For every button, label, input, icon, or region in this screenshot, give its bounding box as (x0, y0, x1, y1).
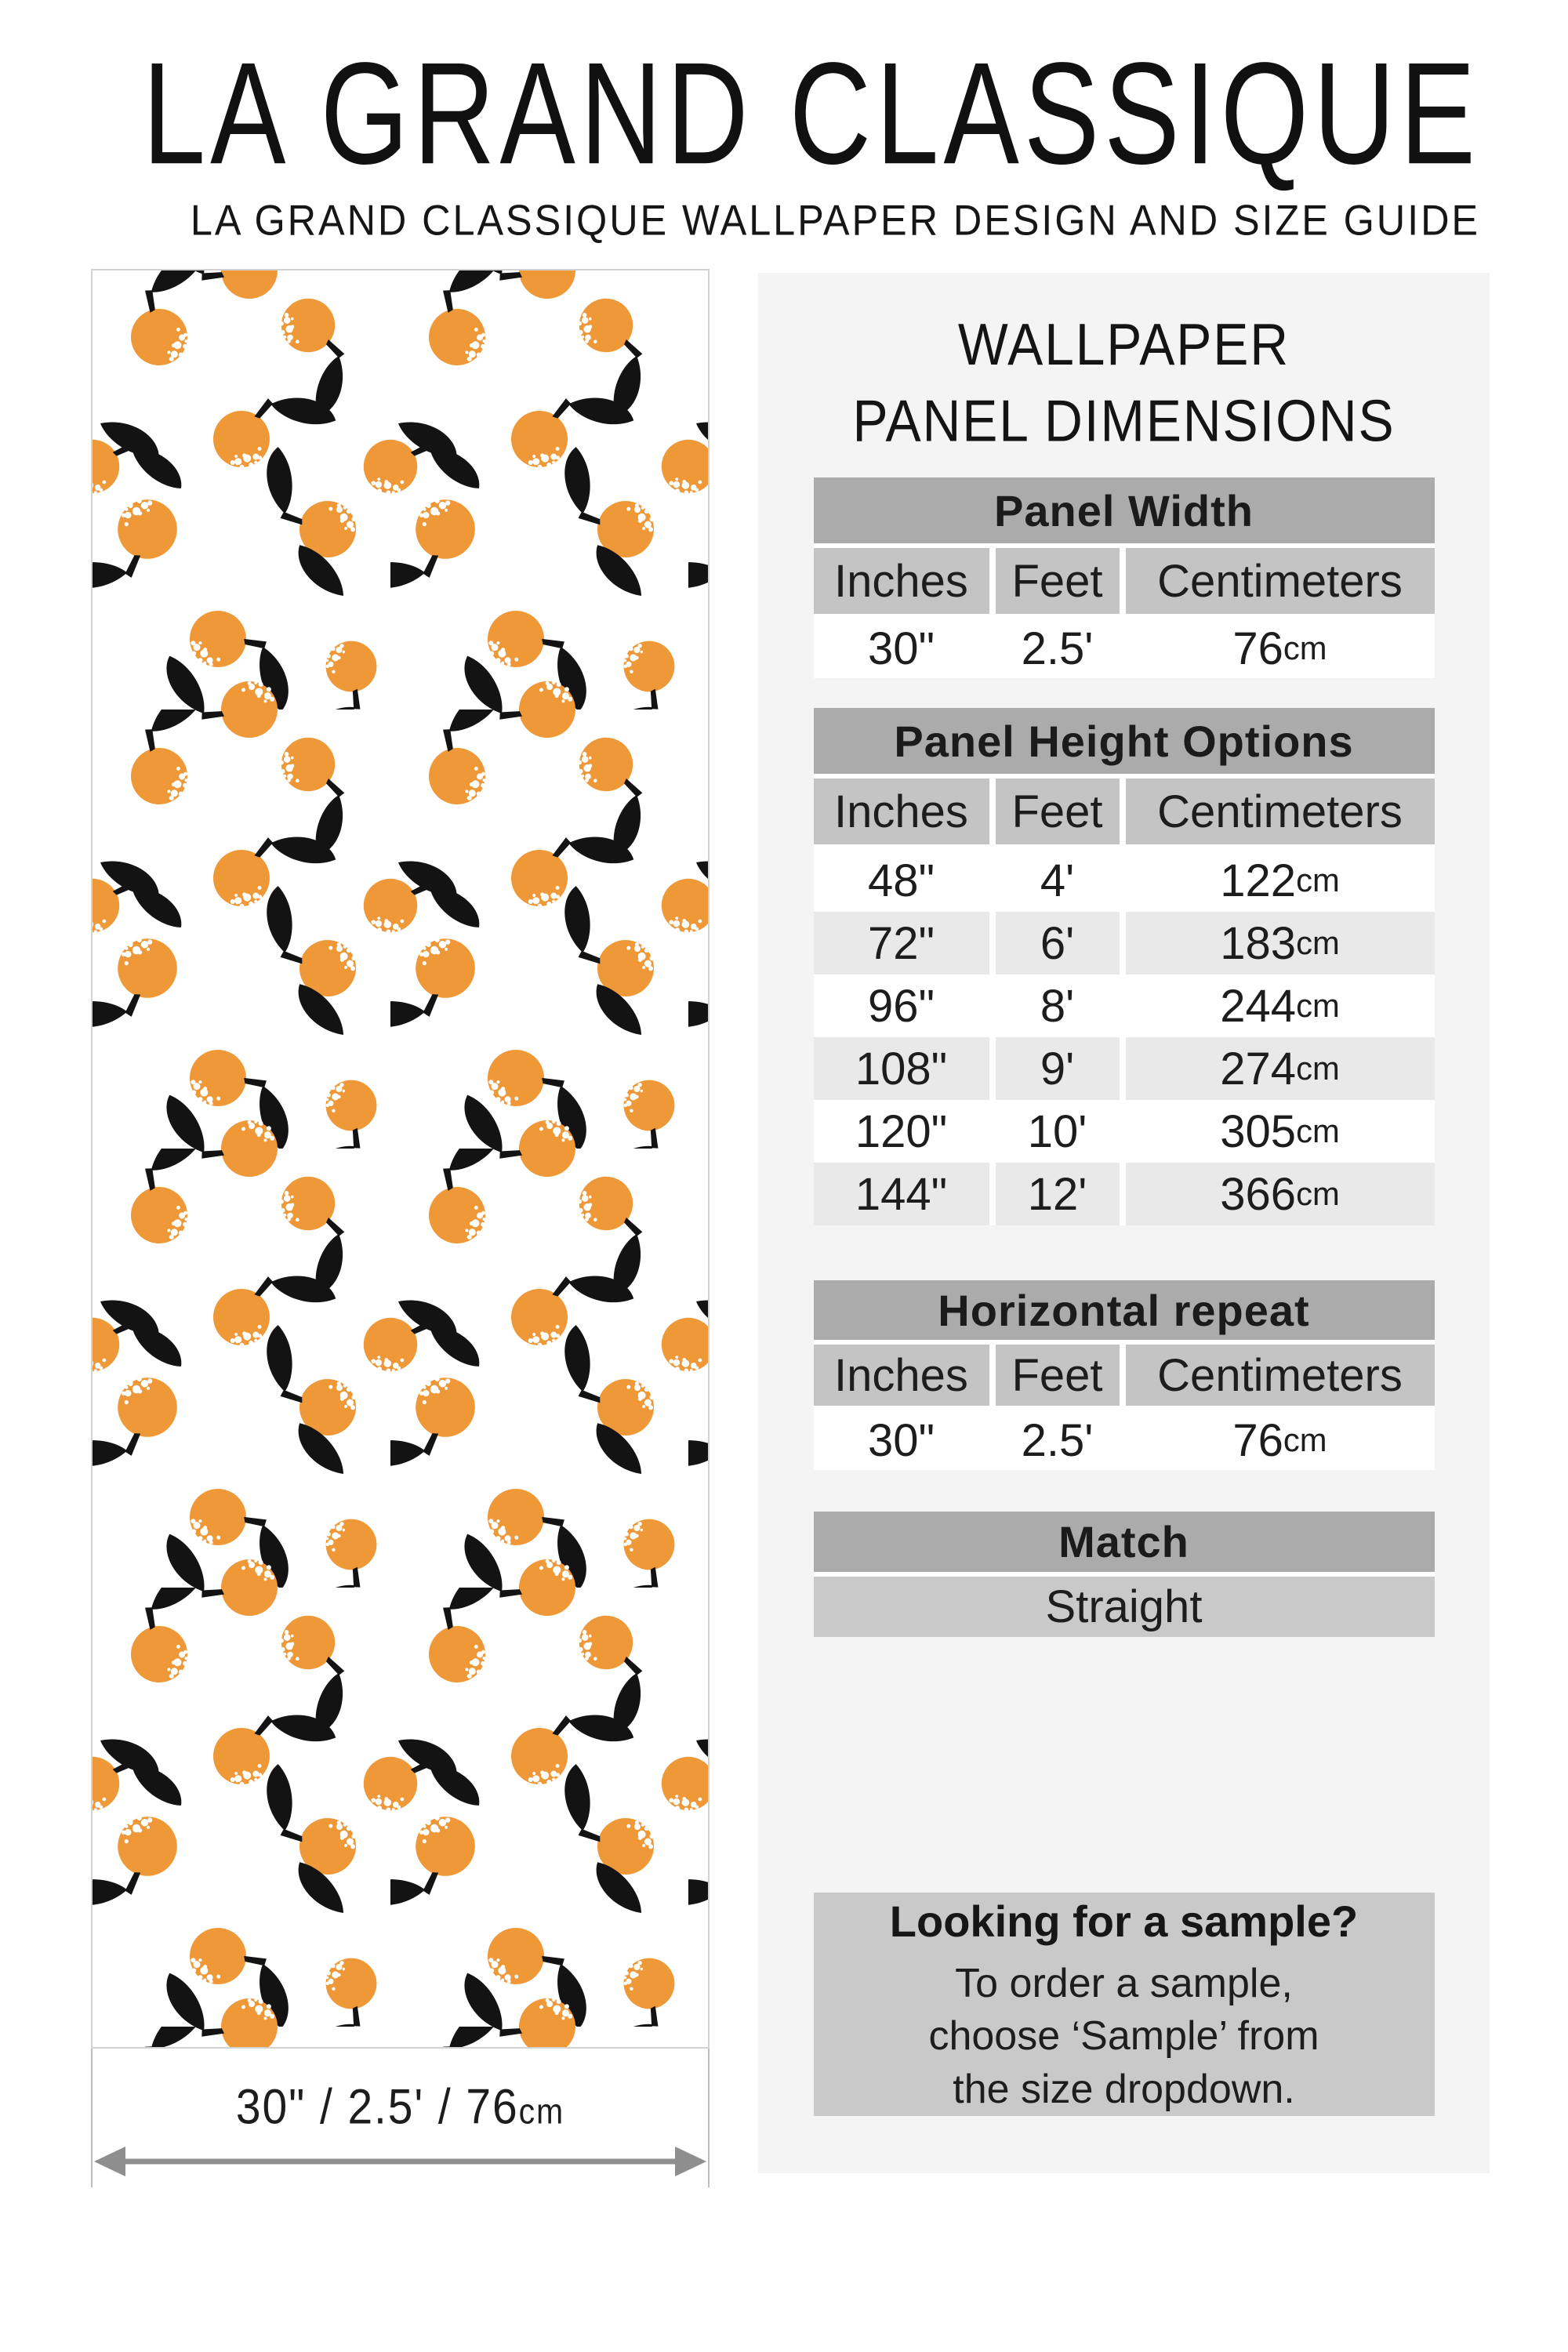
sidebar-heading-line2: PANEL DIMENSIONS (852, 388, 1396, 454)
cell-inches: 30" (814, 1410, 989, 1470)
column-header-centimeters: Centimeters (1126, 548, 1435, 614)
cell-feet: 6' (996, 912, 1120, 975)
cell-centimeters: 366 cm (1126, 1163, 1435, 1225)
cell-centimeters: 76 cm (1126, 619, 1435, 678)
sample-note-box (814, 1893, 1435, 2116)
cell-inches: 144" (814, 1163, 989, 1225)
dimension-tables (814, 477, 1435, 2116)
cell-feet: 8' (996, 975, 1120, 1037)
brand-title: LA GRAND CLASSIQUE (142, 32, 1480, 194)
panel-width-table (814, 477, 1435, 678)
sample-note-line2: choose ‘Sample’ from (928, 2013, 1319, 2060)
table-row (814, 1100, 1435, 1163)
table-row (814, 1037, 1435, 1100)
sample-note-line3: the size dropdown. (953, 2066, 1295, 2112)
column-header-centimeters: Centimeters (1126, 779, 1435, 844)
brand-subtitle: LA GRAND CLASSIQUE WALLPAPER DESIGN AND SIZE GUIDE (190, 196, 1480, 245)
horizontal-repeat-title: Horizontal repeat (814, 1280, 1435, 1340)
cell-feet: 2.5' (996, 619, 1120, 678)
panel-width-title: Panel Width (814, 477, 1435, 543)
panel-height-table (814, 708, 1435, 1225)
cell-inches: 96" (814, 975, 989, 1037)
table-row (814, 1163, 1435, 1225)
panel-height-columns (814, 779, 1435, 844)
sidebar-heading-line1: WALLPAPER (957, 312, 1290, 378)
cell-centimeters: 122 cm (1126, 849, 1435, 912)
column-header-inches: Inches (814, 779, 989, 844)
wallpaper-panel-preview (91, 269, 710, 2049)
table-row (814, 912, 1435, 975)
match-table (814, 1512, 1435, 1637)
table-row (814, 975, 1435, 1037)
column-header-feet: Feet (996, 1345, 1120, 1406)
column-header-inches: Inches (814, 548, 989, 614)
wallpaper-pattern (93, 270, 708, 2047)
cell-inches: 48" (814, 849, 989, 912)
table-row (814, 619, 1435, 678)
cell-feet: 2.5' (996, 1410, 1120, 1470)
width-arrow-icon (93, 2143, 708, 2180)
column-header-inches: Inches (814, 1345, 989, 1406)
panel-height-title: Panel Height Options (814, 708, 1435, 774)
sample-note-title: Looking for a sample? (889, 1896, 1359, 1946)
cell-centimeters: 244 cm (1126, 975, 1435, 1037)
cell-centimeters: 274 cm (1126, 1037, 1435, 1100)
cell-feet: 10' (996, 1100, 1120, 1163)
panel-width-label: 30" / 2.5' / 76cm (235, 2079, 565, 2135)
panel-width-measurement (91, 2049, 710, 2187)
column-header-feet: Feet (996, 779, 1120, 844)
cell-centimeters: 305 cm (1126, 1100, 1435, 1163)
sample-note-line1: To order a sample, (955, 1960, 1293, 2006)
column-header-centimeters: Centimeters (1126, 1345, 1435, 1406)
cell-inches: 72" (814, 912, 989, 975)
cell-feet: 4' (996, 849, 1120, 912)
sidebar-heading (780, 307, 1468, 460)
match-value: Straight (814, 1577, 1435, 1637)
table-row (814, 849, 1435, 912)
column-header-feet: Feet (996, 548, 1120, 614)
cell-inches: 120" (814, 1100, 989, 1163)
cell-feet: 9' (996, 1037, 1120, 1100)
cell-centimeters: 76 cm (1126, 1410, 1435, 1470)
horizontal-repeat-columns (814, 1345, 1435, 1406)
dimensions-sidebar (758, 273, 1490, 2173)
cell-inches: 30" (814, 619, 989, 678)
panel-width-columns (814, 548, 1435, 614)
cell-inches: 108" (814, 1037, 989, 1100)
horizontal-repeat-table (814, 1280, 1435, 1470)
cell-feet: 12' (996, 1163, 1120, 1225)
match-title: Match (814, 1512, 1435, 1572)
cell-centimeters: 183 cm (1126, 912, 1435, 975)
brand-header (0, 32, 1480, 245)
table-row (814, 1410, 1435, 1470)
